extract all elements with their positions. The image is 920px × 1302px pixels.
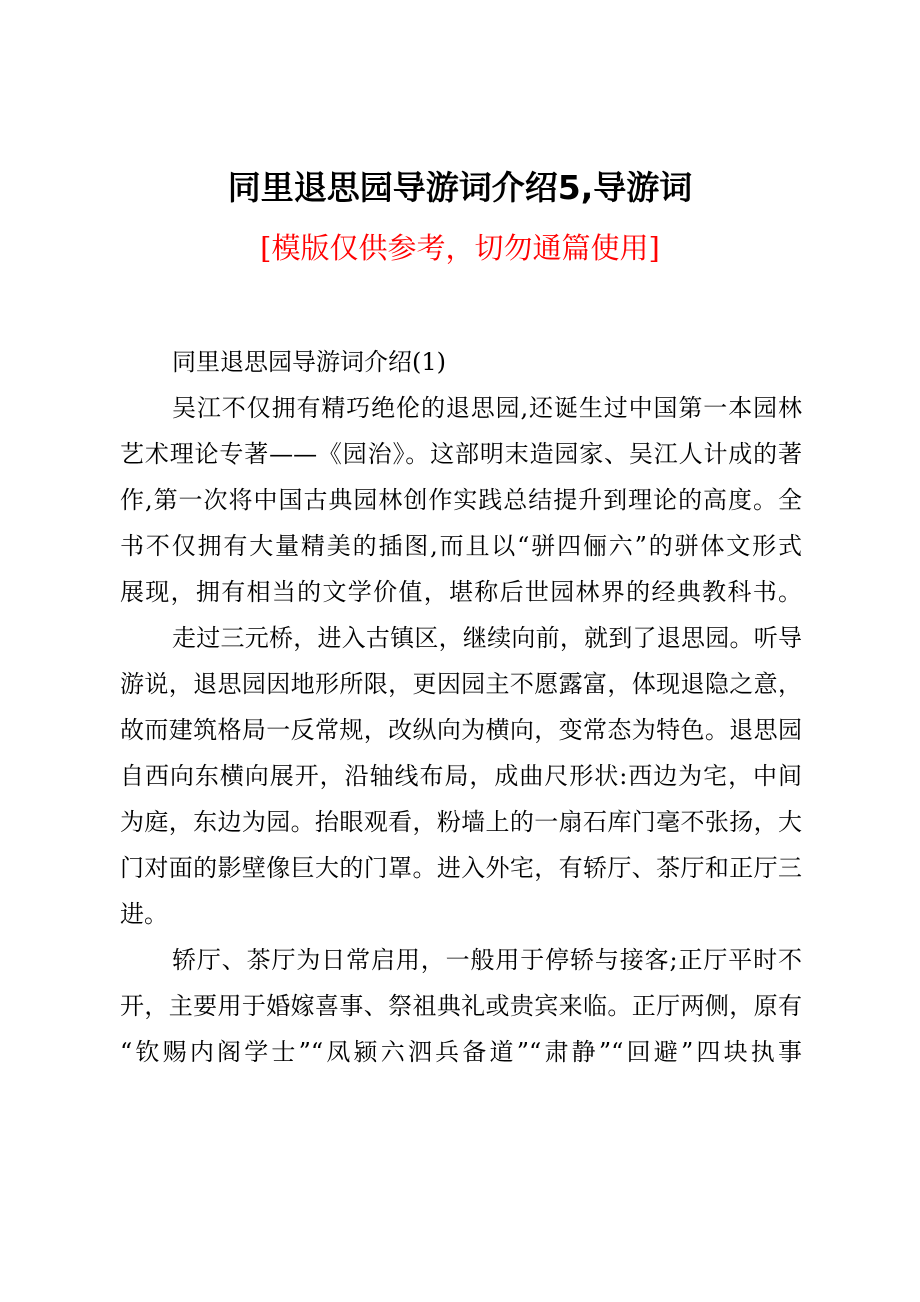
paragraph-line: 进。 xyxy=(120,900,168,928)
paragraph-line: 吴江不仅拥有精巧绝伦的退思园,还诞生过中国第一本园林 xyxy=(172,394,802,422)
paragraph-line: 书不仅拥有大量精美的插图,而且以“骈四俪六”的骈体文形式 xyxy=(120,532,802,560)
paragraph xyxy=(120,618,802,940)
paragraph xyxy=(120,940,802,1078)
paragraph-line: 游说，退思园因地形所限，更因园主不愿露富，体现退隐之意， xyxy=(120,670,802,698)
paragraph-line: 展现，拥有相当的文学价值，堪称后世园林界的经典教科书。 xyxy=(120,578,802,606)
paragraph xyxy=(120,388,802,618)
paragraph-line: 艺术理论专著——《园治》。这部明末造园家、吴江人计成的著 xyxy=(120,440,802,468)
document-title: 同里退思园导游词介绍5,导游词 xyxy=(227,168,693,207)
section-heading: 同里退思园导游词介绍(1) xyxy=(172,348,446,376)
document-body xyxy=(120,342,802,1078)
paragraph-line: 自西向东横向展开，沿轴线布局，成曲尺形状:西边为宅，中间 xyxy=(120,762,802,790)
paragraph-line: 为庭，东边为园。抬眼观看，粉墙上的一扇石库门毫不张扬，大 xyxy=(120,808,802,836)
paragraph-line: 轿厅、茶厅为日常启用，一般用于停轿与接客;正厅平时不 xyxy=(172,946,802,974)
paragraph-line: 开，主要用于婚嫁喜事、祭祖典礼或贵宾来临。正厅两侧，原有 xyxy=(120,992,802,1020)
paragraph-line: “钦赐内阁学士”“凤颍六泗兵备道”“肃静”“回避”四块执事 xyxy=(120,1038,802,1066)
paragraph-line: 走过三元桥，进入古镇区，继续向前，就到了退思园。听导 xyxy=(172,624,802,652)
paragraph-line: 门对面的影壁像巨大的门罩。进入外宅，有轿厅、茶厅和正厅三 xyxy=(120,854,802,882)
paragraph-line: 故而建筑格局一反常规，改纵向为横向，变常态为特色。退思园 xyxy=(120,716,802,744)
template-disclaimer: [模版仅供参考，切勿通篇使用] xyxy=(260,231,660,265)
paragraph-line: 作,第一次将中国古典园林创作实践总结提升到理论的高度。全 xyxy=(120,486,802,514)
